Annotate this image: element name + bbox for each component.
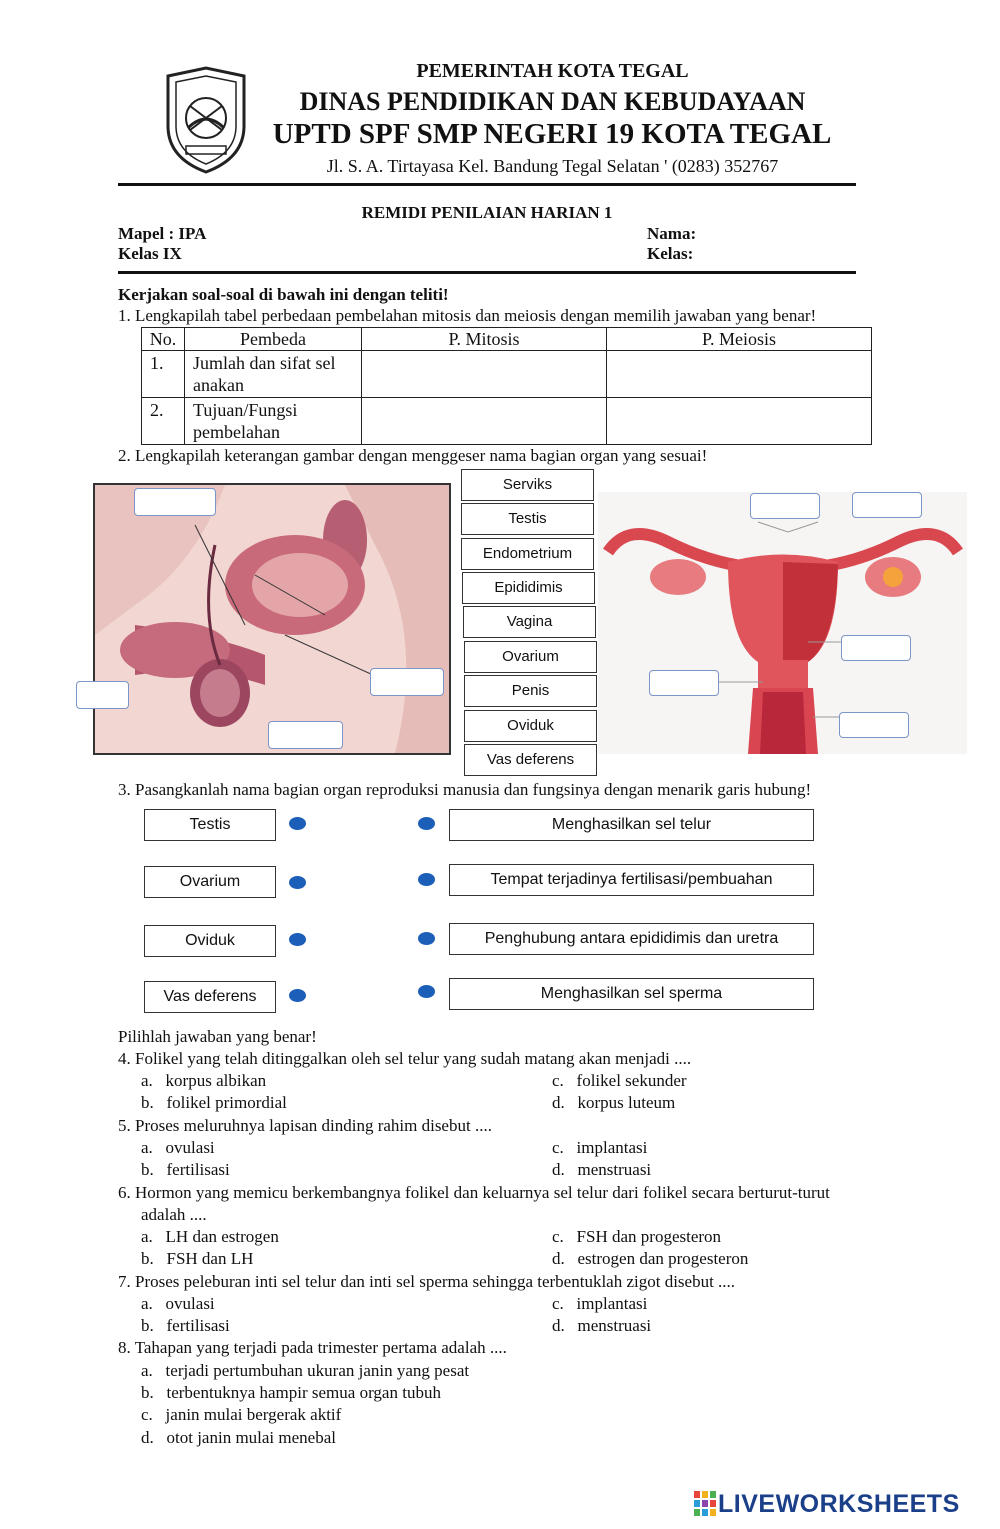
q7-letter-a: a. — [141, 1294, 153, 1313]
q8-letter-d: d. — [141, 1428, 154, 1447]
q3-left-ovarium: Ovarium — [144, 866, 276, 898]
female-drop-zone-1[interactable] — [750, 493, 820, 519]
q6-option-c-text: FSH dan progesteron — [576, 1227, 722, 1246]
q7-option-c[interactable] — [552, 1294, 647, 1314]
male-reproductive-diagram — [93, 483, 451, 755]
q7-option-b-text: fertilisasi — [166, 1316, 230, 1335]
q1-row2-no: 2. — [142, 398, 185, 445]
q3-right-dot-4[interactable] — [418, 985, 435, 998]
female-drop-zone-3[interactable] — [841, 635, 911, 661]
q7-letter-b: b. — [141, 1316, 154, 1335]
q5-option-b[interactable] — [141, 1160, 230, 1180]
liveworksheets-logo[interactable]: LIVEWORKSHEETS — [718, 1490, 960, 1518]
chip-oviduk[interactable]: Oviduk — [464, 710, 597, 742]
q8-option-a[interactable] — [141, 1361, 469, 1381]
q5-option-b-text: fertilisasi — [166, 1160, 230, 1179]
q1-header-meiosis: P. Meiosis — [607, 328, 872, 351]
q6-text-cont: adalah .... — [141, 1205, 207, 1224]
q2-text: 2. Lengkapilah keterangan gambar dengan menggeser nama bagian organ yang sesuai! — [118, 446, 708, 465]
header-address: Jl. S. A. Tirtayasa Kel. Bandung Tegal Selatan ' (0283) 352767 — [326, 156, 779, 176]
q6-option-a-text: LH dan estrogen — [165, 1227, 279, 1246]
q5-letter-a: a. — [141, 1138, 153, 1157]
q4-option-b-text: folikel primordial — [166, 1093, 287, 1112]
q3-left-dot-2[interactable] — [289, 876, 306, 889]
q8-option-d-text: otot janin mulai menebal — [166, 1428, 336, 1447]
header-school: UPTD SPF SMP NEGERI 19 KOTA TEGAL — [272, 118, 832, 150]
mc-intro: Pilihlah jawaban yang benar! — [118, 1027, 317, 1046]
q6-letter-a: a. — [141, 1227, 153, 1246]
q4-option-d[interactable] — [552, 1093, 675, 1113]
header-dinas: DINAS PENDIDIKAN DAN KEBUDAYAAN — [299, 87, 806, 116]
q3-text: 3. Pasangkanlah nama bagian organ reproduksi manusia dan fungsinya dengan menarik garis hubung! — [118, 780, 812, 799]
female-drop-zone-2[interactable] — [852, 492, 922, 518]
q1-row2-pembeda: Tujuan/Fungsi pembelahan — [185, 398, 362, 445]
q7-option-d[interactable] — [552, 1316, 651, 1336]
q3-left-vas-deferens: Vas deferens — [144, 981, 276, 1013]
q7-letter-d: d. — [552, 1316, 565, 1335]
q3-right-dot-1[interactable] — [418, 817, 435, 830]
q3-right-penghubung: Penghubung antara epididimis dan uretra — [449, 923, 814, 955]
chip-vagina[interactable]: Vagina — [463, 606, 596, 638]
chip-endometrium[interactable]: Endometrium — [461, 538, 594, 570]
school-emblem — [160, 66, 252, 174]
chip-serviks[interactable]: Serviks — [461, 469, 594, 501]
q4-option-a[interactable] — [141, 1071, 266, 1091]
instruction: Kerjakan soal-soal di bawah ini dengan teliti! — [118, 285, 449, 304]
q4-option-d-text: korpus luteum — [577, 1093, 676, 1112]
q5-option-d-text: menstruasi — [577, 1160, 652, 1179]
q7-option-c-text: implantasi — [576, 1294, 648, 1313]
q1-row1-pembeda: Jumlah dan sifat sel anakan — [185, 351, 362, 398]
q7-option-a[interactable] — [141, 1294, 215, 1314]
q8-letter-b: b. — [141, 1383, 154, 1402]
header-rule — [118, 183, 856, 186]
female-reproductive-diagram — [598, 492, 967, 754]
q6-letter-b: b. — [141, 1249, 154, 1268]
q6-option-c[interactable] — [552, 1227, 721, 1247]
q4-option-c[interactable] — [552, 1071, 687, 1091]
kelas-label: Kelas: — [647, 244, 694, 263]
q5-letter-d: d. — [552, 1160, 565, 1179]
q6-letter-c: c. — [552, 1227, 564, 1246]
q8-option-b[interactable] — [141, 1383, 441, 1403]
q4-option-a-text: korpus albikan — [165, 1071, 267, 1090]
q4-letter-c: c. — [552, 1071, 564, 1090]
q7-letter-c: c. — [552, 1294, 564, 1313]
chip-testis[interactable]: Testis — [461, 503, 594, 535]
q4-option-b[interactable] — [141, 1093, 287, 1113]
q5-option-a-text: ovulasi — [165, 1138, 215, 1157]
q5-letter-b: b. — [141, 1160, 154, 1179]
female-drop-zone-5[interactable] — [839, 712, 909, 738]
q5-option-a[interactable] — [141, 1138, 215, 1158]
female-drop-zone-4[interactable] — [649, 670, 719, 696]
q1-row1-mitosis-answer[interactable] — [362, 351, 607, 398]
q6-option-b-text: FSH dan LH — [166, 1249, 254, 1268]
q8-option-a-text: terjadi pertumbuhan ukuran janin yang pesat — [165, 1361, 470, 1380]
male-drop-zone-4[interactable] — [268, 721, 343, 749]
q8-text: 8. Tahapan yang terjadi pada trimester pertama adalah .... — [118, 1338, 507, 1357]
q6-option-d-text: estrogen dan progesteron — [577, 1249, 749, 1268]
q5-option-c-text: implantasi — [576, 1138, 648, 1157]
q3-left-dot-1[interactable] — [289, 817, 306, 830]
q1-table — [141, 327, 872, 445]
q1-row2-mitosis-answer[interactable] — [362, 398, 607, 445]
q7-option-d-text: menstruasi — [577, 1316, 652, 1335]
nama-label: Nama: — [647, 224, 697, 243]
male-drop-zone-3[interactable] — [370, 668, 444, 696]
q3-right-fertilisasi: Tempat terjadinya fertilisasi/pembuahan — [449, 864, 814, 896]
q4-letter-b: b. — [141, 1093, 154, 1112]
liveworksheets-icon — [694, 1491, 716, 1517]
q8-option-c-text: janin mulai bergerak aktif — [165, 1405, 342, 1424]
q7-option-a-text: ovulasi — [165, 1294, 215, 1313]
q3-right-sel-telur: Menghasilkan sel telur — [449, 809, 814, 841]
exam-rule — [118, 271, 856, 274]
q1-row1-meiosis-answer[interactable] — [607, 351, 872, 398]
q6-text: 6. Hormon yang memicu berkembangnya folikel dan keluarnya sel telur dari folikel secara berturut-turut — [118, 1183, 830, 1202]
q7-option-b[interactable] — [141, 1316, 230, 1336]
q5-text: 5. Proses meluruhnya lapisan dinding rahim disebut .... — [118, 1116, 492, 1135]
q8-letter-a: a. — [141, 1361, 153, 1380]
chip-epididimis[interactable]: Epididimis — [462, 572, 595, 604]
q3-right-sel-sperma: Menghasilkan sel sperma — [449, 978, 814, 1010]
q5-letter-c: c. — [552, 1138, 564, 1157]
chip-vas-deferens[interactable]: Vas deferens — [464, 744, 597, 776]
q8-option-d[interactable] — [141, 1428, 336, 1448]
q6-option-d[interactable] — [552, 1249, 748, 1269]
q1-header-no: No. — [142, 328, 185, 351]
q1-row1-no: 1. — [142, 351, 185, 398]
q1-header-mitosis: P. Mitosis — [362, 328, 607, 351]
q4-text: 4. Folikel yang telah ditinggalkan oleh sel telur yang sudah matang akan menjadi .... — [118, 1049, 692, 1068]
q1-row2-meiosis-answer[interactable] — [607, 398, 872, 445]
q6-option-a[interactable] — [141, 1227, 279, 1247]
chip-ovarium[interactable]: Ovarium — [464, 641, 597, 673]
q3-left-testis: Testis — [144, 809, 276, 841]
q3-left-dot-4[interactable] — [289, 989, 306, 1002]
q4-option-c-text: folikel sekunder — [576, 1071, 687, 1090]
q1-text: 1. Lengkapilah tabel perbedaan pembelahan mitosis dan meiosis dengan memilih jawaban yang benar! — [118, 306, 817, 325]
q3-right-dot-2[interactable] — [418, 873, 435, 886]
chip-penis[interactable]: Penis — [464, 675, 597, 707]
q5-option-d[interactable] — [552, 1160, 651, 1180]
q8-option-b-text: terbentuknya hampir semua organ tubuh — [166, 1383, 441, 1402]
male-drop-zone-1[interactable] — [134, 488, 216, 516]
q3-left-oviduk: Oviduk — [144, 925, 276, 957]
q1-header-pembeda: Pembeda — [185, 328, 362, 351]
q3-left-dot-3[interactable] — [289, 933, 306, 946]
q8-option-c[interactable] — [141, 1405, 341, 1425]
q5-option-c[interactable] — [552, 1138, 647, 1158]
q3-right-dot-3[interactable] — [418, 932, 435, 945]
q4-letter-d: d. — [552, 1093, 565, 1112]
male-drop-zone-2[interactable] — [76, 681, 129, 709]
q8-letter-c: c. — [141, 1405, 153, 1424]
q6-letter-d: d. — [552, 1249, 565, 1268]
q6-option-b[interactable] — [141, 1249, 253, 1269]
q4-letter-a: a. — [141, 1071, 153, 1090]
q7-text: 7. Proses peleburan inti sel telur dan inti sel sperma sehingga terbentuklah zigot disebut .... — [118, 1272, 736, 1291]
exam-title: REMIDI PENILAIAN HARIAN 1 — [361, 203, 613, 222]
header-gov: PEMERINTAH KOTA TEGAL — [416, 60, 689, 82]
mapel-label: Mapel : IPA — [118, 224, 207, 243]
kelas-level-label: Kelas IX — [118, 244, 182, 263]
